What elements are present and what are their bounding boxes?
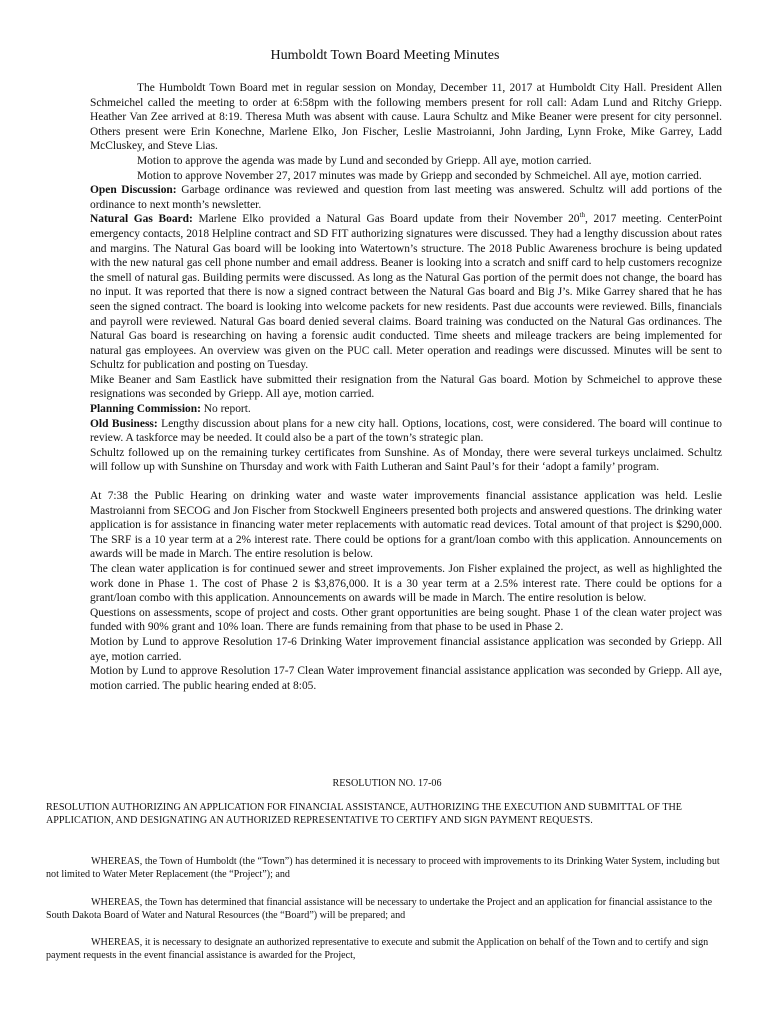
open-discussion-paragraph: [90, 183, 722, 212]
whereas-clause-3: WHEREAS, it is necessary to designate an authorized representative to execute and submit the Application on behalf of the Town and to certify and sign payment requests in the event financial assistance is awarded for the Project,: [46, 937, 709, 962]
document-title: Humboldt Town Board Meeting Minutes: [270, 48, 500, 63]
agenda-motion-paragraph: Motion to approve the agenda was made by Lund and seconded by Griepp. All aye, motion carried.: [137, 154, 592, 167]
natural-gas-text-a: Marlene Elko provided a Natural Gas Board update from their November 20: [192, 213, 580, 226]
planning-commission-text: No report.: [200, 403, 251, 416]
old-business-text: Lengthy discussion about plans for a new city hall. Options, locations, cost, were considered. The board will continue to review. A taskforce may be needed. It could also be a part of the town’s strategic plan.: [90, 417, 722, 445]
natural-gas-superscript: th: [579, 211, 585, 220]
old-business-label: Old Business:: [90, 417, 158, 430]
roll-call-paragraph: The Humboldt Town Board met in regular session on Monday, December 11, 2017 at Humboldt City Hall. President Allen Schmeichel called the meeting to order at 6:58pm with the following members present for roll call: Adam Lund and Ritchy Griepp. Heather Van Zee arrived at 8:19. Theresa Muth was absent with cause. Laura Schultz and Mike Beaner were present for city personnel. Others present were Erin Konechne, Marlene Elko, Jon Fischer, Leslie Mastroianni, John Jarding, Lynn Froke, Mike Garrey, Ladd McCluskey, and Steve Lias.: [90, 82, 722, 153]
motion-17-6-paragraph: Motion by Lund to approve Resolution 17-6 Drinking Water improvement financial assistance application was seconded by Griepp. All aye, motion carried.: [90, 635, 722, 663]
clean-water-paragraph: The clean water application is for continued sewer and street improvements. Jon Fisher explained the project, as well as highlighted the work done in Phase 1. The cost of Phase 2 is $3,876,000. It is a 30 year term at a 2.5% interest rate. There could be options for a grant/loan combo with this application. Announcements on awards will be made in March. The entire resolution is below.: [90, 563, 722, 605]
motion-17-7-paragraph: Motion by Lund to approve Resolution 17-7 Clean Water improvement financial assistance application was seconded by Griepp. All aye, motion carried. The public hearing ended at 8:05.: [90, 665, 722, 692]
natural-gas-paragraph: [90, 212, 722, 373]
minutes-approval-paragraph: Motion to approve November 27, 2017 minutes was made by Griepp and seconded by Schmeichel. All aye, motion carried.: [137, 169, 702, 182]
questions-paragraph: Questions on assessments, scope of project and costs. Other grant opportunities are being sought. Phase 1 of the clean water project was funded with 90% grant and 10% loan. There are funds remaining from that phase to be used in Phase 2.: [90, 606, 722, 634]
public-hearing-paragraph: At 7:38 the Public Hearing on drinking water and waste water improvements financial assistance application was held. Leslie Mastroianni from SECOG and Jon Fischer from Stockwell Engineers presented both projects and answered questions. The drinking water application is for assistance in financing water meter replacements with automatic read devices. Total amount of that project is $290,000. The SRF is a 10 year term at a 2% interest rate. There could be options for a grant/loan combo with this application. Announcements on awards will be made in March. The entire resolution is below.: [90, 490, 722, 561]
natural-gas-label: Natural Gas Board:: [90, 213, 193, 226]
planning-commission-paragraph: [90, 402, 722, 417]
old-business-paragraph: [90, 417, 722, 446]
minutes-body: [90, 81, 722, 693]
whereas-clause-2: WHEREAS, the Town has determined that financial assistance will be necessary to undertake the Project and an application for financial assistance to the South Dakota Board of Water and Natural Resources (the “Board”) will be prepared; and: [46, 897, 713, 922]
paragraph-gap: [90, 475, 722, 489]
open-discussion-text: Garbage ordinance was reviewed and question from last meeting was answered. Schultz will add portions of the ordinance to next month’s newsletter.: [90, 184, 722, 211]
resignation-paragraph: Mike Beaner and Sam Eastlick have submitted their resignation from the Natural Gas board. Motion by Schmeichel to approve these resignations was seconded by Griepp. All aye, motion carried.: [90, 373, 722, 401]
open-discussion-label: Open Discussion:: [90, 184, 177, 197]
resolution-heading: RESOLUTION AUTHORIZING AN APPLICATION FOR FINANCIAL ASSISTANCE, AUTHORIZING THE EXECUTION AND SUBMITTAL OF THE APPLICATION, AND DESIGNATING AN AUTHORIZED REPRESENTATIVE TO CERTIFY AND SIGN PAYMENT REQUESTS.: [46, 802, 682, 827]
planning-commission-label: Planning Commission:: [90, 403, 201, 416]
whereas-clause-1: WHEREAS, the Town of Humboldt (the “Town”) has determined it is necessary to proceed with improvements to its Drinking Water System, including but not limited to Water Meter Replacement (the “Project”); and: [46, 856, 720, 881]
resolution-number: RESOLUTION NO. 17-06: [332, 778, 442, 789]
natural-gas-text-b: , 2017 meeting. CenterPoint emergency contacts, 2018 Helpline contract and SD FIT authorizing signatures were discussed. They had a lengthy discussion about rates and margins. The Natural Gas board will be looking into Watertown’s structure. The 2018 Public Awareness brochure is being updated with the new natural gas cell phone number and email address. Beaner is looking into a scratch and sniff card to help customers recognize the smell of natural gas. Building permits were discussed. As long as the Natural Gas portion of the permit does not change, the board has no input. It was reported that there is now a signed contract between the Natural Gas board and Big J’s. Mike Garrey shared that he has seen the signed contract. The board is looking into welcome packets for new residents. Past due accounts were reviewed. Bills, financials and payroll were reviewed. Natural Gas board denied several claims. Board training was conducted on the Natural Gas ordinances. The Natural Gas board is researching on having a forensic audit conducted. Time sheets and mileage trackers are being implemented for natural gas employees. An overview was given on the PUC call. Meter operation and readings were discussed. Minutes will be sent to Schultz for publication and posting on Tuesday.: [90, 213, 723, 372]
turkey-paragraph: Schultz followed up on the remaining turkey certificates from Sunshine. As of Monday, there were several turkeys unclaimed. Schultz will follow up with Sunshine on Thursday and work with Faith Lutheran and Saint Paul’s for their ‘adopt a family’ program.: [90, 446, 722, 474]
